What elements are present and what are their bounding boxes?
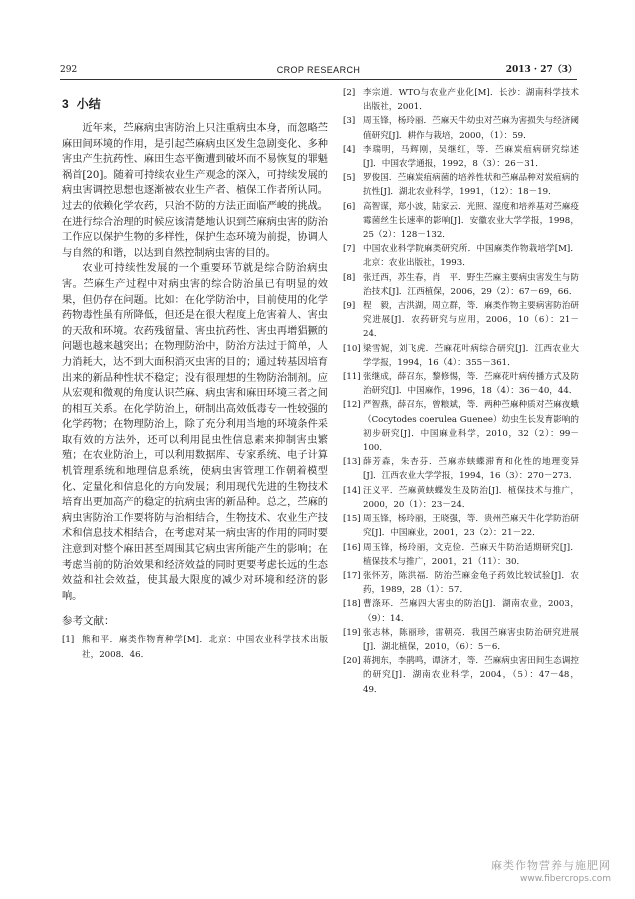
reference-text: 李宗道．WTO与农业产业化[M]．长沙：湖南科学技术出版社，2001． [363, 88, 579, 113]
reference-number: [11] [343, 372, 361, 383]
reference-text: 李瑞明，马辉刚，吴继红，等．苎麻炭疽病研究综述[J]．中国农学通报，1992，8（3）：26－31． [363, 144, 579, 170]
reference-text: 程 毅，吉洪湖，周立群，等．麻类作物主要病害防治研究进展[J]．农药研究与应用，2006，10（6）：21－24． [363, 301, 579, 340]
reference-item [343, 512, 579, 540]
reference-text: 张迁西，苏生春，肖 平．野生苎麻主要病虫害发生与防治技术[J]．江西植保，2006，29（2）：67－69，66． [363, 272, 579, 297]
reference-item [343, 626, 579, 654]
reference-number: [18] [343, 599, 361, 610]
site-watermark [491, 859, 611, 885]
reference-item [343, 455, 579, 483]
section-heading [62, 96, 328, 112]
reference-item [343, 299, 579, 342]
body-paragraph: 近年来，苎麻病虫害防治上只注重病虫本身，而忽略苎麻田间环境的作用，是引起苎麻病虫区发生急剧变化、多种害虫产生抗药性、麻田生态平衡遭到破坏而不易恢复的罪魁祸首[20]。随着可持续农业生产观念的深入，可持续发展的病虫害调控思想也逐渐被农业生产者、植保工作者所认同。过去的依赖化学农药，只治不防的方法正面临严峻的挑战。在进行综合治理的时候应该清楚地认识到苎麻病虫害的防治工作应以保护生物的多样性，保护生态环境为前提，协调人与自然的和谐，以达到自然控制病虫害的目的。 [62, 123, 328, 259]
reference-number: [8] [343, 272, 356, 283]
reference-text: 熊和平．麻类作物育种学[M]．北京：中国农业科学技术出版社，2008．46． [82, 635, 328, 660]
reference-item [343, 171, 579, 199]
reference-number: [13] [343, 457, 361, 468]
reference-item [343, 143, 579, 171]
reference-number: [19] [343, 627, 361, 638]
reference-text: 张志林，陈丽珍，雷朝亮．我国苎麻害虫防治研究进展[J]．湖北植保，2010，（6）：5－6． [363, 627, 579, 652]
reference-text: 中国农业科学院麻类研究所．中国麻类作物栽培学[M]．北京：农业出版社，1993． [363, 244, 579, 269]
running-header [60, 62, 577, 78]
reference-number: [5] [343, 173, 356, 184]
journal-name: CROP RESEARCH [276, 65, 361, 75]
header-rule [60, 79, 577, 80]
reference-text: 张怀芳，陈洪福．防治苎麻金龟子药效比较试验[J]．农药，1989，28（1）：57． [363, 570, 579, 596]
reference-number: [4] [343, 144, 356, 155]
reference-item [343, 484, 579, 512]
section-title: 小结 [76, 97, 101, 111]
reference-number: [15] [343, 514, 361, 525]
reference-text: 周玉锋，杨玲丽，文克俭．苎麻天牛防治适期研究[J]．植保技术与推广，2001，21（11）：30． [363, 542, 579, 567]
reference-text: 高智谋，郑小波，陆家云．光照、湿度和培养基对苎麻疫霉菌丝生长速率的影响[J]．安徽农业大学学报，1998，25（2）：128－132． [363, 201, 579, 241]
right-column-references [343, 86, 579, 697]
reference-item [343, 569, 579, 597]
reference-number: [1] [62, 635, 75, 646]
reference-number: [20] [343, 656, 361, 667]
reference-text: 蒋拥东，李鹃鸣，谭济才，等．苎麻病虫害田间生态调控的研究[J]．湖南农业科学，2004，（5）：47－48，49． [363, 656, 579, 695]
reference-text: 周玉锋，杨玲丽．苎麻天牛幼虫对苎麻为害损失与经济阈值研究[J]．耕作与栽培，2000，（1）：59． [363, 116, 579, 141]
reference-item [343, 597, 579, 625]
reference-number: [14] [343, 485, 361, 496]
section-number: 3 [62, 97, 69, 111]
reference-item [343, 86, 579, 114]
reference-text: 汪义平．苎麻黄蛱蝶发生及防治[J]．植保技术与推广，2000，20（1）：23－24． [363, 485, 579, 510]
reference-text: 梁雪妮，刘飞虎．苎麻花叶病综合研究[J]．江西农业大学学报，1994，16（4）：355－361． [363, 343, 579, 368]
reference-number: [9] [343, 301, 356, 312]
page-number: 292 [60, 65, 78, 75]
watermark-url: www.fibercrops.com [520, 874, 611, 884]
reference-item [343, 114, 579, 142]
reference-number: [17] [343, 570, 361, 581]
reference-item [343, 271, 579, 299]
reference-item [343, 370, 579, 398]
left-column [62, 96, 328, 662]
reference-number: [10] [343, 343, 361, 354]
reference-number: [6] [343, 201, 356, 212]
body-paragraph: 农业可持续性发展的一个重要环节就是综合防治病虫害。苎麻生产过程中对病虫害的综合防治虽已有明显的效果，但仍存在问题。比如：在化学防治中，目前使用的化学药物毒性虽有所降低，但还是在很大程度上危害着人、害虫的天敌和环境。农药残留量、害虫抗药性、害虫再增猖獗的问题也越来越突出；在物理防治中，防治方法过于简单，人力消耗大，达不到大面积消灭虫害的目的；通过转基因培育出来的新品种性状不稳定；没有很理想的生物防治制剂。应从宏观和微观的角度认识苎麻、病虫害和麻田环境三者之间的相互关系。在化学防治上，研制出高效低毒专一性较强的化学药物；在物理防治上，除了充分利用当地的环境条件采取有效的方法外，还可以利用昆虫性信息素来抑制害虫繁殖；在农业防治上，可以利用数据库、专家系统、电子计算机管理系统和地理信息系统，使病虫害管理工作朝着模型化、定量化和信息化的方向发展；利用现代先进的生物技术培育出更加高产的稳定的抗病虫害的新品种。总之，苎麻的病虫害防治工作要将防与治相结合，生物技术、农业生产技术和信息技术相结合，在考虑对某一病虫害的作用的同时要注意到对整个麻田甚至周围其它病虫害所能产生的影响；在考虑当前的防治效果和经济效益的同时更要考虑长远的生态效益和社会效益，使其最大限度的减少对环境和经济的影响。 [62, 263, 328, 602]
reference-text: 严智燕，薛召东，曾粮斌，等．两种苎麻种质对苎麻夜蛾（Cocytodes coerulea Guenee）幼虫生长发育影响的初步研究[J]．中国麻业科学，2010，32（2）：99－100． [363, 400, 579, 454]
reference-item [343, 398, 579, 455]
reference-text: 张继成，薛召东，黎修惕，等．苎麻花叶病传播方式及防治研究[J]．中国麻作，1996，18（4）：36－40，44． [363, 372, 579, 397]
reference-text: 罗俊国．苎麻炭疽病菌的培养性状和苎麻品种对炭疽病的抗性[J]．湖北农业科学，1991，（12）：18－19． [363, 173, 579, 198]
issue-info: 2013 · 27（3） [505, 65, 577, 75]
reference-item [343, 200, 579, 243]
reference-number: [12] [343, 400, 361, 411]
references-title: 参考文献： [62, 615, 115, 628]
reference-text: 曹涤环．苎麻四大害虫的防治[J]．湖南农业，2003，（9）：14． [363, 599, 579, 624]
reference-number: [3] [343, 116, 356, 127]
reference-number: [16] [343, 542, 361, 553]
reference-item [343, 342, 579, 370]
reference-item [343, 654, 579, 697]
reference-item [62, 633, 328, 661]
watermark-name: 麻类作物营养与施肥网 [491, 859, 611, 872]
reference-text: 薛芳森，朱杏芬．苎麻赤蛱蝶滞育和化性的地理变异[J]．江西农业大学学报，1994，16（3）：270－273． [363, 457, 579, 482]
reference-item [343, 541, 579, 569]
reference-number: [2] [343, 88, 356, 98]
reference-text: 周玉锋，杨玲丽，王晓强，等．贵州苎麻天牛化学防治研究[J]．中国麻业，2001，23（2）：21－22． [363, 514, 579, 539]
reference-number: [7] [343, 244, 356, 255]
reference-item [343, 242, 579, 270]
